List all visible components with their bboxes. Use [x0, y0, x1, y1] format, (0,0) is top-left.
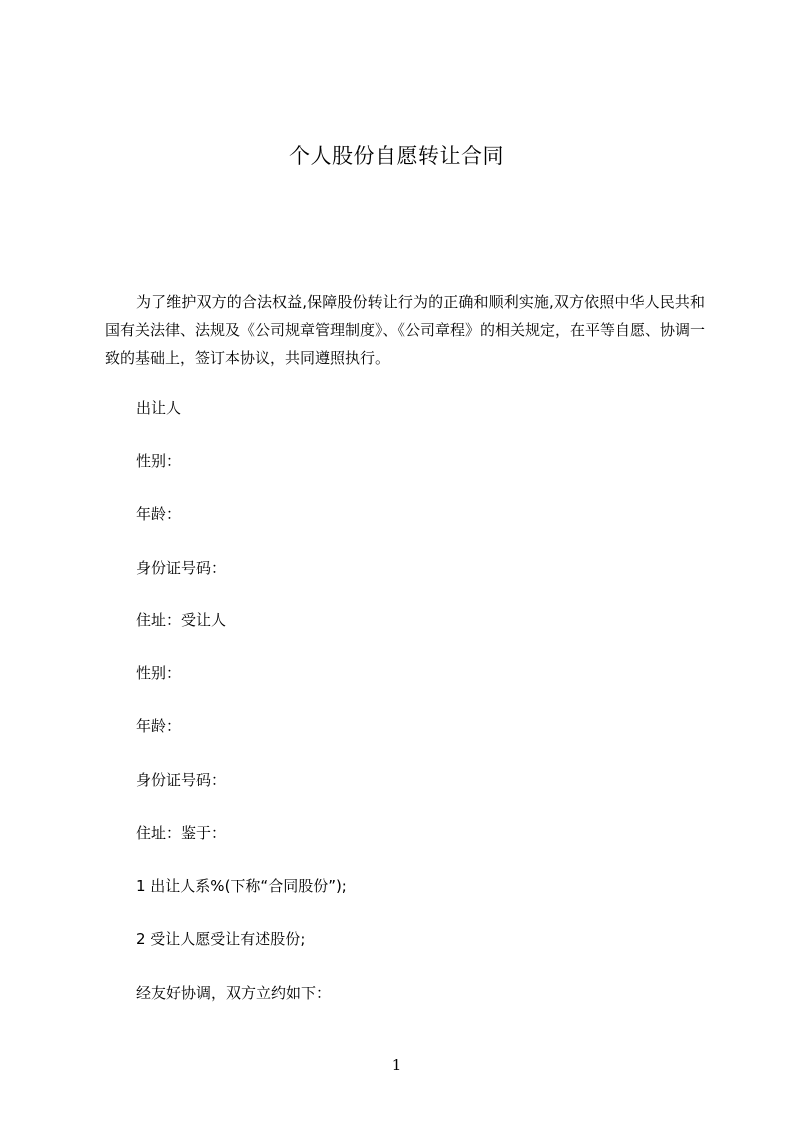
transferee-gender-label: 性别：	[136, 664, 182, 682]
page-number: 1	[391, 1056, 402, 1074]
transferee-id-label: 身份证号码：	[136, 771, 227, 789]
transferor-address-transferee-label: 住址：受让人	[136, 611, 227, 629]
recital-item-1: 1 出让人系%(下称“合同股份”);	[136, 877, 347, 895]
agreement-intro-line: 经友好协调，双方立约如下：	[136, 984, 332, 1002]
recital-item-2: 2 受让人愿受让有述股份;	[136, 930, 306, 948]
intro-paragraph: 为了维护双方的合法权益,保障股份转让行为的正确和顺利实施,双方依照中华人民共和国有关法律、法规及《公司规章管理制度》、《公司章程》的相关规定，在平等自愿、协调一致的基础上，签订本协议，共同遵照执行。	[105, 293, 706, 367]
transferor-id-label: 身份证号码：	[136, 559, 227, 577]
transferee-address-whereas-label: 住址：鉴于：	[136, 824, 227, 842]
transferor-gender-label: 性别：	[136, 452, 182, 470]
transferor-label: 出让人	[136, 399, 182, 417]
transferor-age-label: 年龄：	[136, 505, 182, 523]
document-title: 个人股份自愿转让合同	[289, 144, 504, 168]
transferee-age-label: 年龄：	[136, 717, 182, 735]
